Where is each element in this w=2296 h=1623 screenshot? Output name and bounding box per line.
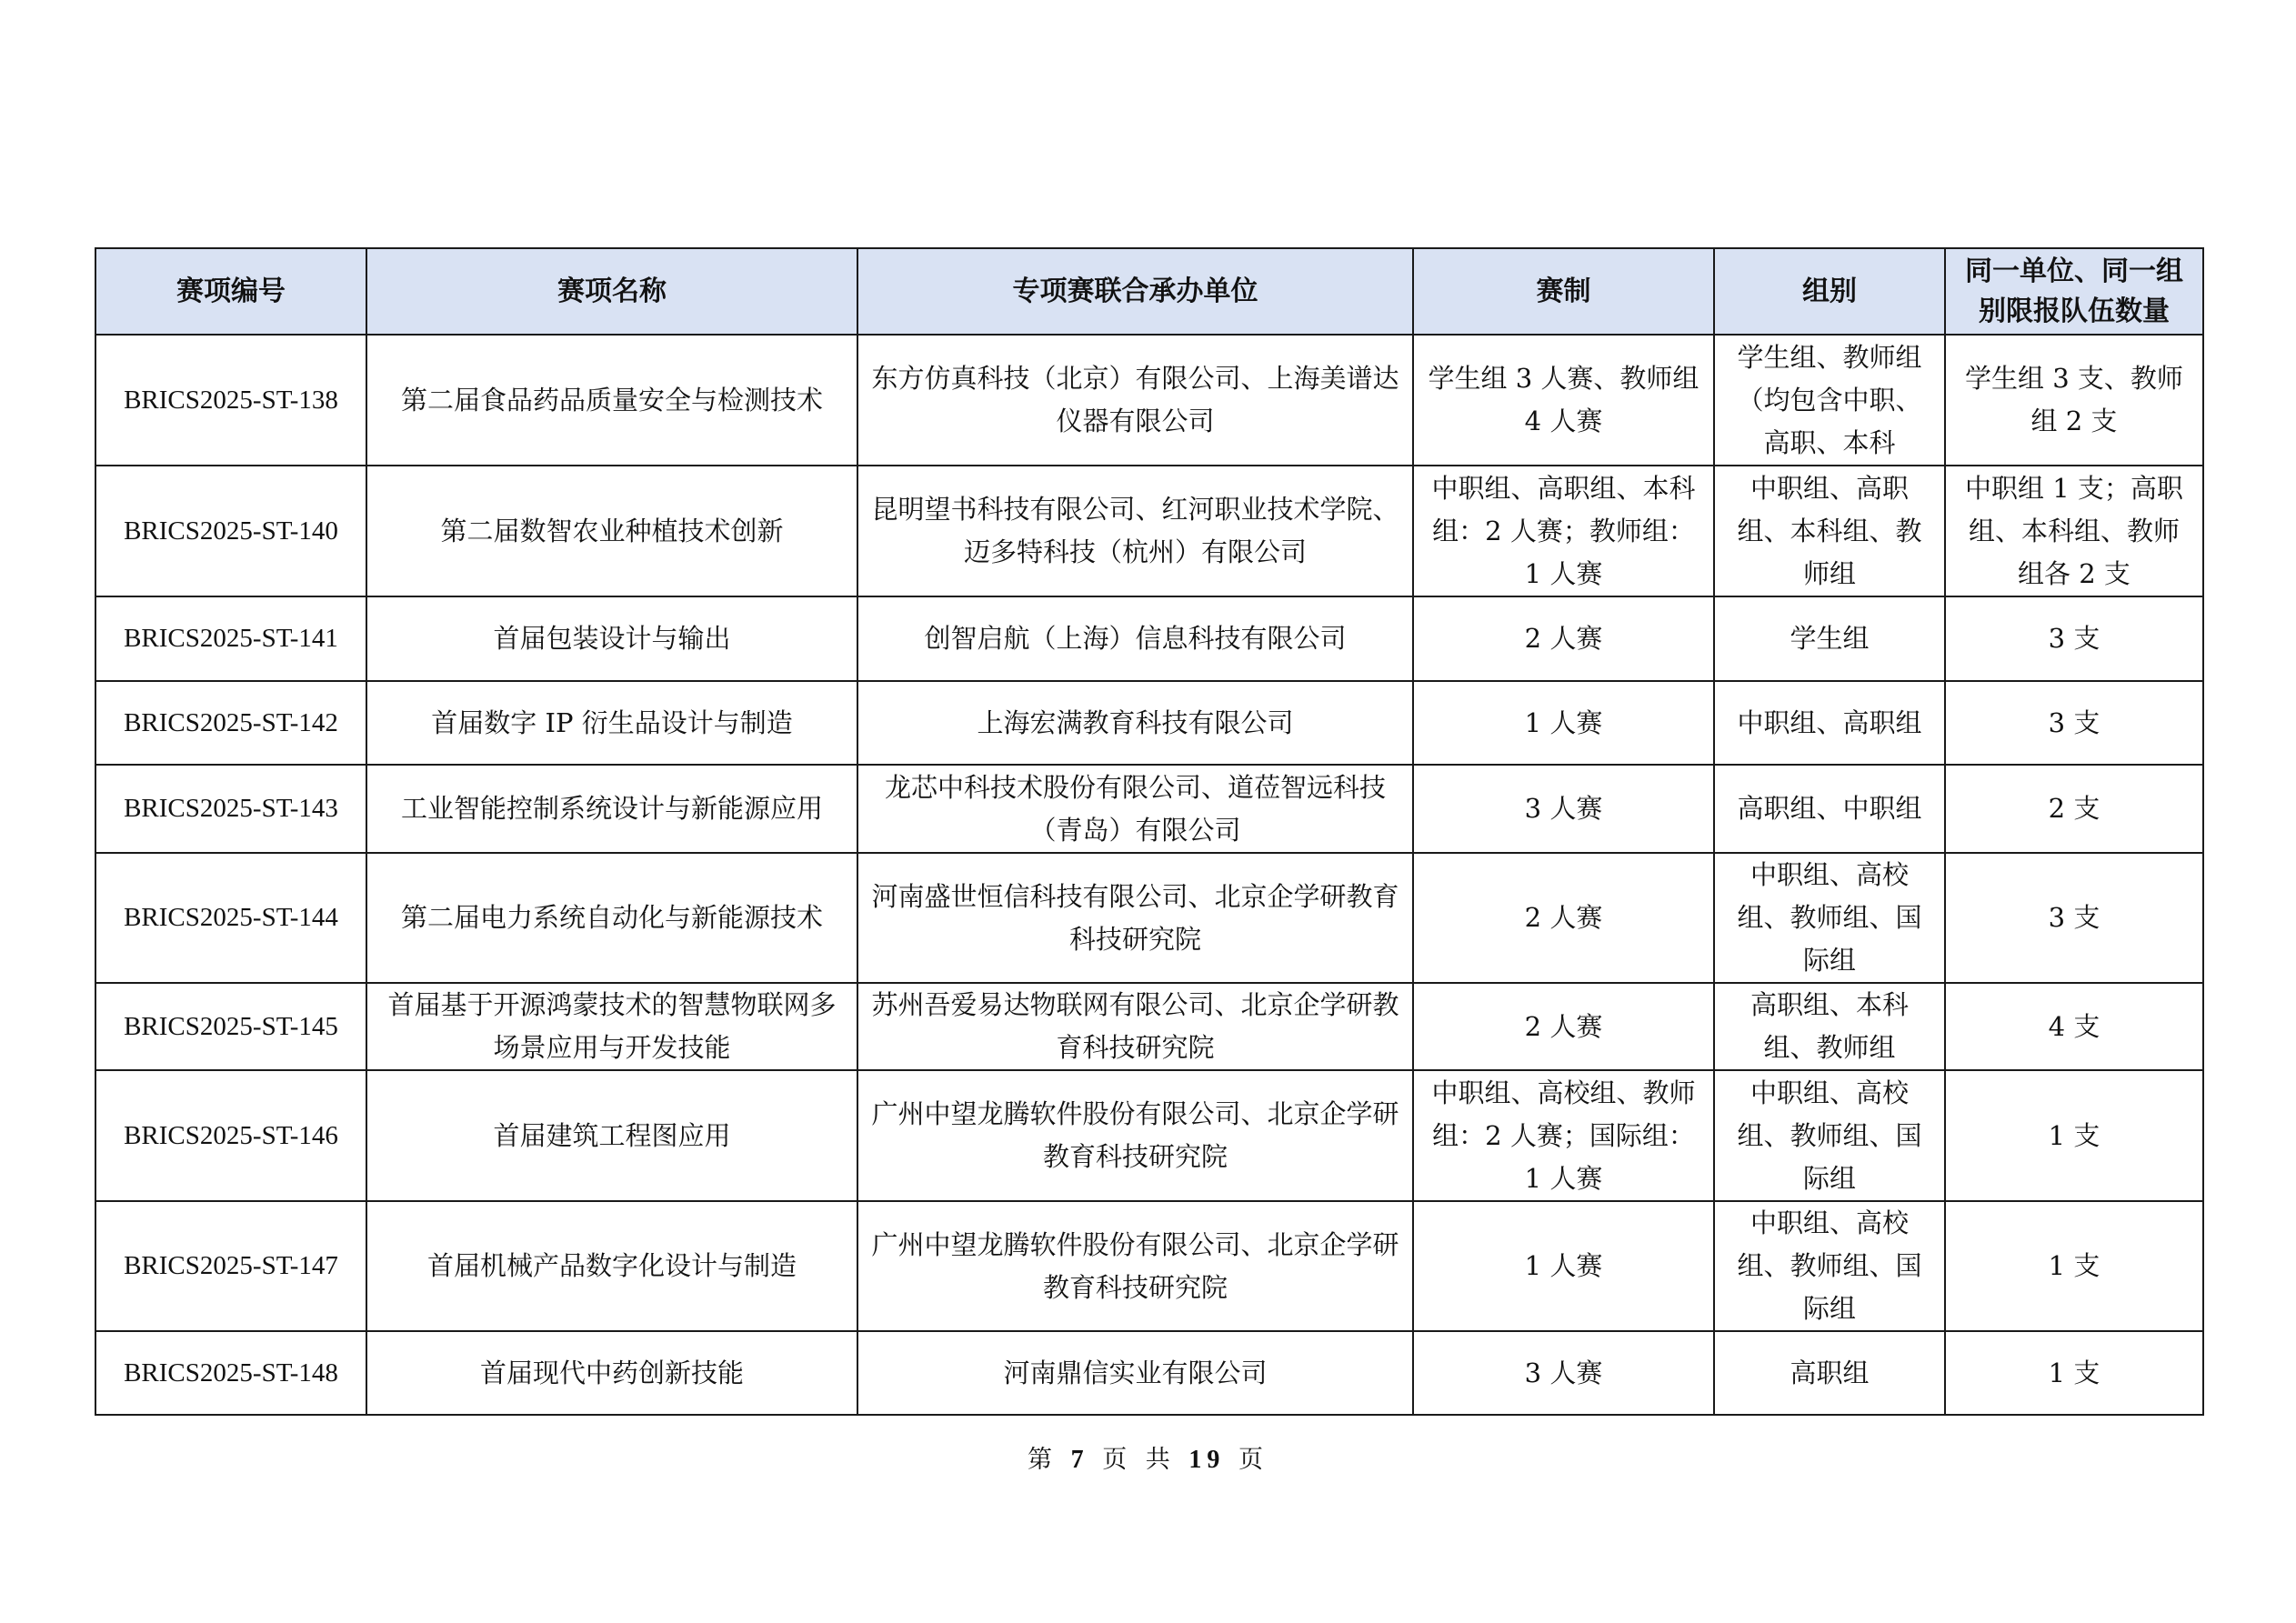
- cell-event-name: 第二届数智农业种植技术创新: [366, 466, 857, 596]
- cell-event-name: 首届现代中药创新技能: [366, 1331, 857, 1415]
- cell-event-name: 第二届电力系统自动化与新能源技术: [366, 853, 857, 983]
- cell-team-limit: 1 支: [1945, 1070, 2203, 1201]
- cell-event-id: BRICS2025-ST-141: [95, 596, 366, 681]
- table-row: [95, 1331, 2203, 1415]
- cell-groups: 学生组: [1714, 596, 1945, 681]
- cell-event-name: 首届数字 IP 衍生品设计与制造: [366, 681, 857, 765]
- cell-format: 中职组、高校组、教师组：2 人赛；国际组：1 人赛: [1413, 1070, 1714, 1201]
- cell-groups: 中职组、高校组、教师组、国际组: [1714, 1070, 1945, 1201]
- cell-event-id: BRICS2025-ST-143: [95, 765, 366, 853]
- cell-organizers: 上海宏满教育科技有限公司: [857, 681, 1413, 765]
- cell-organizers: 广州中望龙腾软件股份有限公司、北京企学研教育科技研究院: [857, 1070, 1413, 1201]
- table-row: [95, 681, 2203, 765]
- cell-format: 1 人赛: [1413, 1201, 1714, 1331]
- cell-team-limit: 3 支: [1945, 596, 2203, 681]
- cell-event-name: 第二届食品药品质量安全与检测技术: [366, 335, 857, 466]
- cell-organizers: 河南鼎信实业有限公司: [857, 1331, 1413, 1415]
- header-team-limit: 同一单位、同一组别限报队伍数量: [1945, 248, 2203, 335]
- cell-team-limit: 中职组 1 支；高职组、本科组、教师组各 2 支: [1945, 466, 2203, 596]
- cell-event-name: 首届机械产品数字化设计与制造: [366, 1201, 857, 1331]
- cell-event-id: BRICS2025-ST-148: [95, 1331, 366, 1415]
- cell-format: 1 人赛: [1413, 681, 1714, 765]
- table-row: [95, 1201, 2203, 1331]
- table-row: [95, 983, 2203, 1070]
- cell-event-name: 首届包装设计与输出: [366, 596, 857, 681]
- cell-team-limit: 1 支: [1945, 1201, 2203, 1331]
- cell-groups: 中职组、高职组、本科组、教师组: [1714, 466, 1945, 596]
- current-page-number: 7: [1070, 1446, 1089, 1474]
- competition-table: [95, 247, 2204, 1416]
- cell-organizers: 广州中望龙腾软件股份有限公司、北京企学研教育科技研究院: [857, 1201, 1413, 1331]
- table-row: [95, 765, 2203, 853]
- table-header-row: [95, 248, 2203, 335]
- cell-organizers: 龙芯中科技术股份有限公司、道莅智远科技（青岛）有限公司: [857, 765, 1413, 853]
- cell-event-name: 首届基于开源鸿蒙技术的智慧物联网多场景应用与开发技能: [366, 983, 857, 1070]
- cell-groups: 中职组、高职组: [1714, 681, 1945, 765]
- table-row: [95, 1070, 2203, 1201]
- header-event-id: 赛项编号: [95, 248, 366, 335]
- cell-team-limit: 学生组 3 支、教师组 2 支: [1945, 335, 2203, 466]
- cell-groups: 高职组、本科组、教师组: [1714, 983, 1945, 1070]
- page-footer-middle: 页 共: [1102, 1446, 1176, 1474]
- total-pages-number: 19: [1188, 1446, 1226, 1474]
- cell-team-limit: 2 支: [1945, 765, 2203, 853]
- page-footer: [0, 1439, 2296, 1475]
- page-footer-suffix: 页: [1238, 1446, 1268, 1474]
- cell-event-name: 首届建筑工程图应用: [366, 1070, 857, 1201]
- cell-format: 学生组 3 人赛、教师组 4 人赛: [1413, 335, 1714, 466]
- table-row: [95, 466, 2203, 596]
- cell-event-id: BRICS2025-ST-145: [95, 983, 366, 1070]
- page-footer-prefix: 第: [1028, 1446, 1058, 1474]
- cell-team-limit: 3 支: [1945, 681, 2203, 765]
- cell-team-limit: 4 支: [1945, 983, 2203, 1070]
- cell-groups: 学生组、教师组（均包含中职、高职、本科: [1714, 335, 1945, 466]
- cell-groups: 高职组、中职组: [1714, 765, 1945, 853]
- cell-format: 3 人赛: [1413, 765, 1714, 853]
- cell-format: 3 人赛: [1413, 1331, 1714, 1415]
- table-row: [95, 596, 2203, 681]
- table-row: [95, 335, 2203, 466]
- cell-event-id: BRICS2025-ST-146: [95, 1070, 366, 1201]
- cell-event-id: BRICS2025-ST-144: [95, 853, 366, 983]
- cell-format: 2 人赛: [1413, 596, 1714, 681]
- cell-organizers: 创智启航（上海）信息科技有限公司: [857, 596, 1413, 681]
- cell-event-name: 工业智能控制系统设计与新能源应用: [366, 765, 857, 853]
- header-event-name: 赛项名称: [366, 248, 857, 335]
- cell-groups: 中职组、高校组、教师组、国际组: [1714, 1201, 1945, 1331]
- cell-event-id: BRICS2025-ST-147: [95, 1201, 366, 1331]
- cell-format: 2 人赛: [1413, 983, 1714, 1070]
- cell-event-id: BRICS2025-ST-140: [95, 466, 366, 596]
- cell-team-limit: 3 支: [1945, 853, 2203, 983]
- header-format: 赛制: [1413, 248, 1714, 335]
- cell-organizers: 苏州吾爱易达物联网有限公司、北京企学研教育科技研究院: [857, 983, 1413, 1070]
- cell-format: 中职组、高职组、本科组：2 人赛；教师组：1 人赛: [1413, 466, 1714, 596]
- cell-event-id: BRICS2025-ST-138: [95, 335, 366, 466]
- cell-organizers: 昆明望书科技有限公司、红河职业技术学院、迈多特科技（杭州）有限公司: [857, 466, 1413, 596]
- cell-groups: 高职组: [1714, 1331, 1945, 1415]
- cell-organizers: 河南盛世恒信科技有限公司、北京企学研教育科技研究院: [857, 853, 1413, 983]
- header-groups: 组别: [1714, 248, 1945, 335]
- cell-event-id: BRICS2025-ST-142: [95, 681, 366, 765]
- cell-team-limit: 1 支: [1945, 1331, 2203, 1415]
- header-organizers: 专项赛联合承办单位: [857, 248, 1413, 335]
- cell-groups: 中职组、高校组、教师组、国际组: [1714, 853, 1945, 983]
- table-row: [95, 853, 2203, 983]
- cell-organizers: 东方仿真科技（北京）有限公司、上海美谱达仪器有限公司: [857, 335, 1413, 466]
- cell-format: 2 人赛: [1413, 853, 1714, 983]
